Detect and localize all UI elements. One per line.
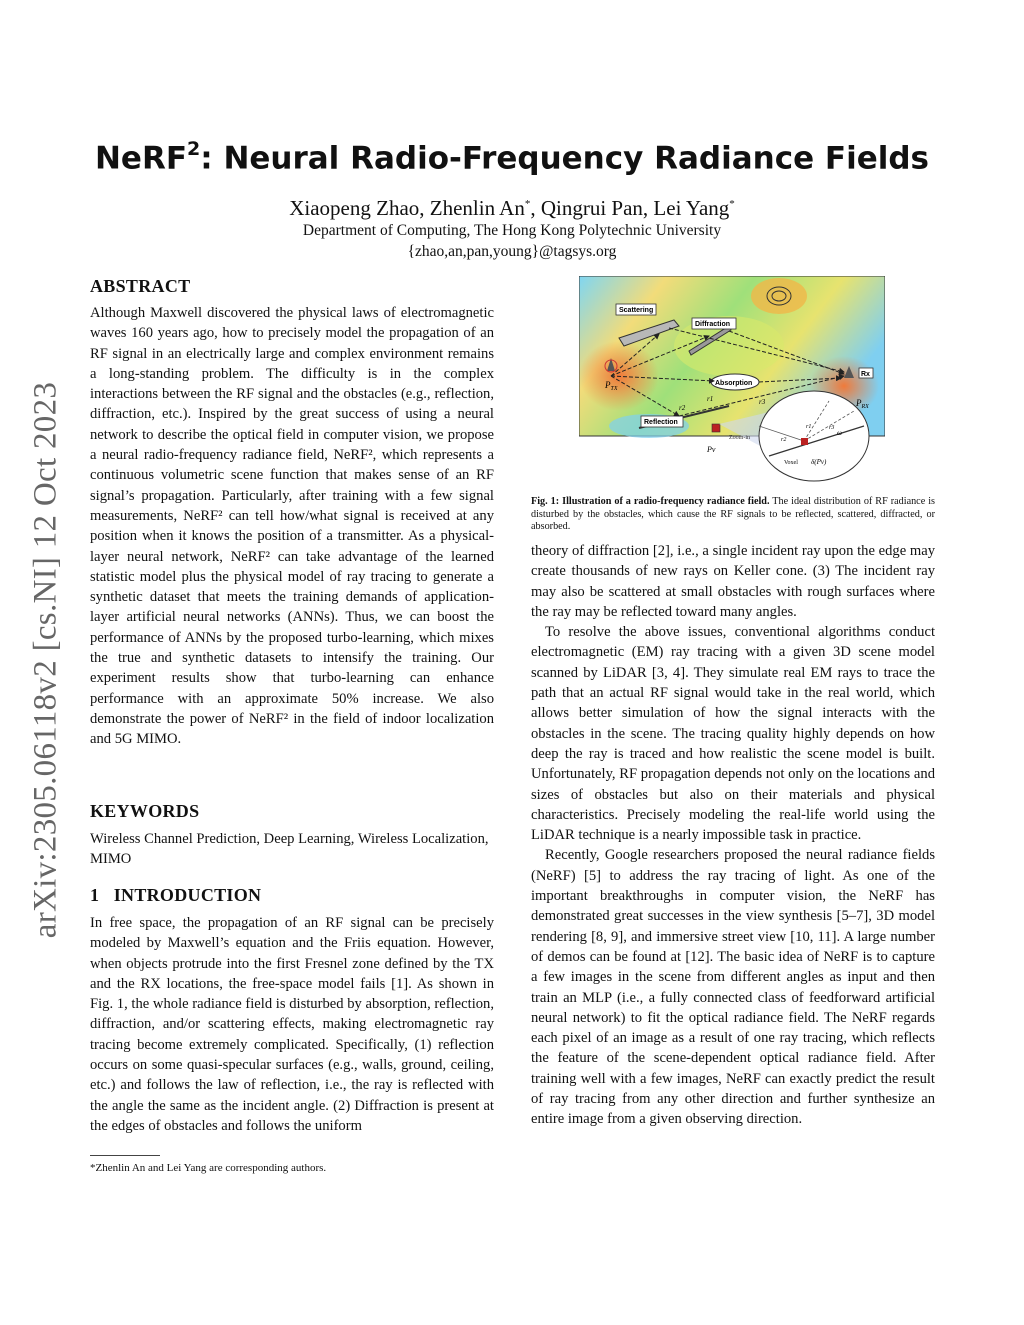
section-number: 1 bbox=[90, 885, 100, 905]
keywords-heading: KEYWORDS bbox=[90, 801, 200, 821]
intro-continued bbox=[531, 541, 935, 1130]
section-title: INTRODUCTION bbox=[113, 885, 262, 905]
paper-title bbox=[0, 140, 1024, 176]
author-mark: * bbox=[524, 198, 531, 210]
title-superscript: 2 bbox=[187, 138, 201, 160]
intro-paragraph-1-continued: theory of diffraction [2], i.e., a single incident ray upon the edge may create thousands of new rays on Keller cone. (3) The incident ray may also be scattered at small obstacles with rough surfaces where the ray may be reflected toward many angles. bbox=[531, 543, 935, 620]
author: Zhenlin An bbox=[429, 196, 525, 220]
label-prx: $P_{RX}$ bbox=[856, 398, 869, 410]
caption-label: Fig. 1: Illustration of a radio-frequency radiance field. bbox=[531, 496, 770, 507]
arxiv-sidebar bbox=[26, 360, 66, 960]
label-delta: δ(Pv) bbox=[811, 458, 827, 466]
intro-heading bbox=[90, 885, 494, 906]
abstract-text: Although Maxwell discovered the physical laws of electromagnetic waves 160 years ago, how to precisely model the propagation of an RF signal in an electrically large and complex environment remains a long-standing problem. The difficulty is in the complex interactions between the RF signal and the obstacles (e.g., reflection, diffraction, etc.). Inspired by the great success of using a neural network to describe the optical field in computer vision, we propose a neural radio-frequency radiance field, NeRF², which represents a continuous volumetric scene function that makes sense of an RF signal’s propagation. Particularly, after training with a few signal measurements, NeRF² can tell how/what signal is received at any position when it knows the position of a transmitter. As a physical-layer neural network, NeRF² can take advantage of the learned statistic model plus the physical model of ray tracing to generate a synthetic dataset that meets the training demands of application-layer artificial neural networks (ANNs). Thus, we can boost the performance of ANNs by the proposed turbo-learning, which mixes the true and synthetic datasets to intensify the training. Our experiment results show that turbo-learning can enhance performance with an approximate 50% increase. We also demonstrate the power of NeRF² in the field of indoor localization and 5G MIMO. bbox=[90, 305, 494, 748]
intro-paragraph-1: In free space, the propagation of an RF signal can be precisely modeled by Maxwell’s equation and the Friis equation. However, when objects protrude into the first Fresnel zone defined by the TX and the RX locations, the free-space model fails [1]. As shown in Fig. 1, the whole radiance field is disturbed by absorption, reflection, diffraction, and/or scattering effects, making electromagnetic ray tracing become extremely complicated. Specifically, (1) reflection occurs on some quasi-specular surfaces (e.g., walls, ground, ceiling, etc.) and follows the law of reflection, i.e., the ray is reflected with the angle the same as the incident angle. (2) Diffraction is present at the edges of obstacles and follows the uniform bbox=[90, 915, 494, 1134]
author-list: Xiaopeng Zhao, Zhenlin An*, Qingrui Pan, Lei Yang* bbox=[289, 196, 735, 220]
abstract-heading: ABSTRACT bbox=[90, 276, 191, 296]
label-r2-main: r2 bbox=[679, 404, 686, 412]
label-r3-main: r3 bbox=[759, 398, 766, 406]
footnote-rule bbox=[90, 1155, 160, 1156]
figure-radiance-field bbox=[579, 276, 885, 484]
keywords-text: Wireless Channel Prediction, Deep Learning, Wireless Localization, MIMO bbox=[90, 831, 489, 868]
label-diffraction: Diffraction bbox=[695, 321, 730, 328]
author: Qingrui Pan bbox=[540, 196, 643, 220]
label-r1-main: r1 bbox=[707, 395, 714, 403]
keywords-section bbox=[90, 801, 494, 870]
label-r3-zoom: r3 bbox=[829, 425, 835, 431]
author: Lei Yang bbox=[653, 196, 730, 220]
intro-section bbox=[90, 885, 494, 1136]
label-r1-zoom: r1 bbox=[806, 424, 812, 430]
intro-paragraph-3: Recently, Google researchers proposed the neural radiance fields (NeRF) [5] to address the ray tracing of light. As one of the important breakthroughs in computer vision, the NeRF has demonstrated great successes in the view synthesis [5–7], 3D model rendering [8, 9], and immersive street view [10, 11]. A large number of demos can be found at [12]. The basic idea of NeRF is to capture a few images in the scene from different angles as input and then train an MLP (i.e., a fully connected class of feedforward artificial neural network) to fit the optical radiance field. The NeRF regards each pixel of an image as a result of one ray tracing, which reflects the feature of the scene-dependent optical radiance field. After training well with a few images, NeRF can exactly predict the result of ray tracing from any other direction and further synthesize an entire image from a given observing direction. bbox=[531, 847, 935, 1128]
label-absorption: Absorption bbox=[715, 380, 753, 387]
footnote: *Zhenlin An and Lei Yang are corresponding authors. bbox=[90, 1162, 327, 1174]
label-rx: Rx bbox=[861, 371, 870, 378]
caption-text: The ideal distribution of RF radiance is disturbed by the obstacles, which cause the RF signals to be reflected, scattered, diffracted, or absorbed. bbox=[531, 496, 935, 533]
label-scattering: Scattering bbox=[619, 307, 654, 314]
label-r2-zoom: r2 bbox=[781, 437, 787, 443]
label-reflection: Reflection bbox=[644, 419, 678, 426]
affiliation: Department of Computing, The Hong Kong Polytechnic University bbox=[302, 222, 722, 239]
title-part: NeRF bbox=[94, 140, 188, 177]
label-ptx: $P_{TX}$ bbox=[605, 380, 618, 392]
author: Xiaopeng Zhao bbox=[289, 196, 420, 220]
author-email[interactable]: {zhao,an,pan,young}@tagsys.org bbox=[407, 243, 617, 260]
title-part-rest: : Neural Radio-Frequency Radiance Fields bbox=[200, 140, 929, 177]
label-voxel: Voxel bbox=[784, 460, 798, 466]
intro-paragraph-2: To resolve the above issues, conventional algorithms conduct electromagnetic (EM) ray tracing with a given 3D scene model scanned by LiDAR [3, 4]. They simulate real EM rays to trace the path that an actual RF signal would take in the real world, which allows better simulation of how the signal interacts with the obstacles in the scene. The tracing quality highly depends on how deep the ray is traced and how realistic the scene model is built. Unfortunately, RF propagation depends not only on the locations and sizes of obstacles but also on their materials and physical characteristics. Precisely modeling the real-life world using the LiDAR technique is a nearly impossible task in practice. bbox=[531, 624, 935, 844]
figure-caption bbox=[531, 496, 935, 534]
absorption-obstacle bbox=[711, 374, 759, 390]
label-pv: Pv bbox=[707, 445, 716, 454]
abstract-section bbox=[90, 276, 494, 750]
label-zoom: Zoom-in bbox=[729, 435, 750, 441]
label-omega: ω bbox=[837, 429, 842, 437]
author-mark: * bbox=[729, 198, 735, 210]
arxiv-identifier[interactable]: arXiv:2305.06118v2 [cs.NI] 12 Oct 2023 bbox=[27, 381, 64, 939]
